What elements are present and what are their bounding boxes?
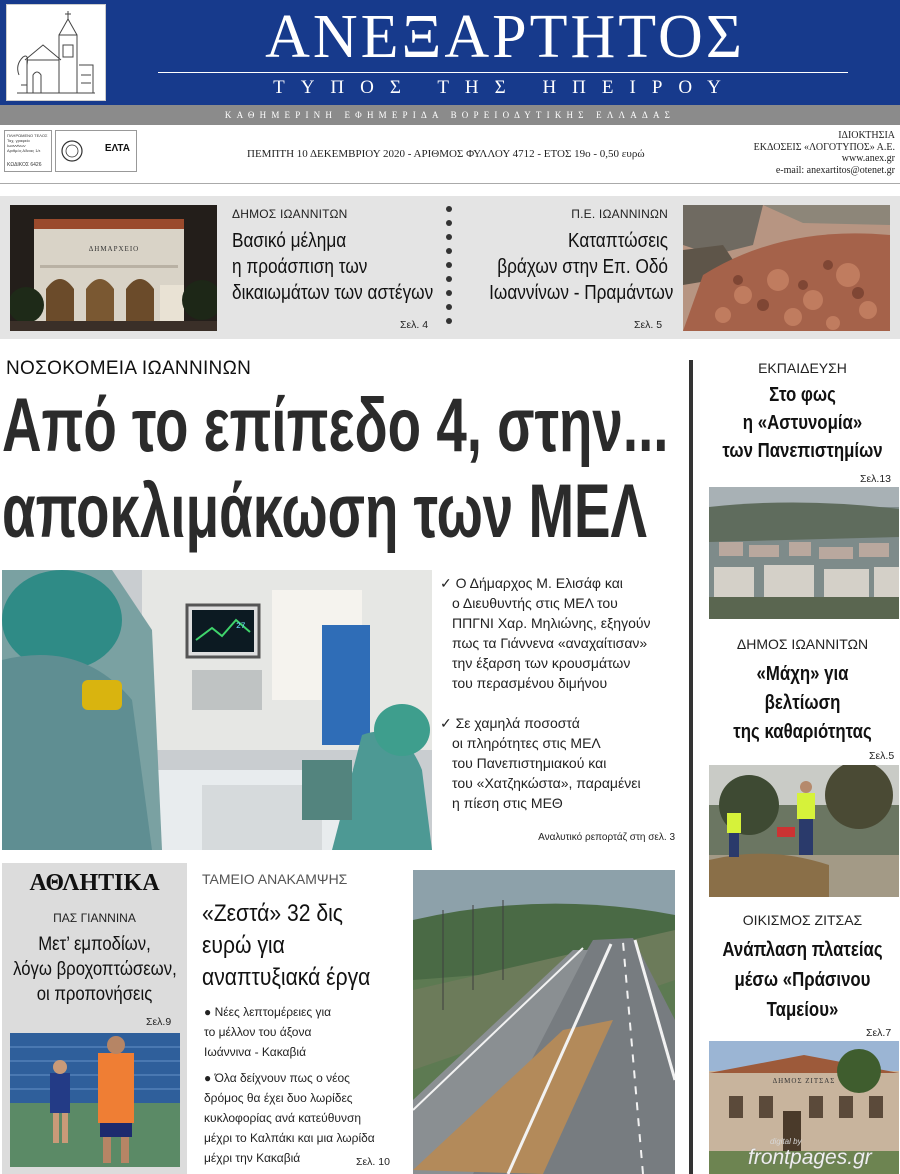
sidebar-1-headline[interactable] bbox=[705, 381, 900, 465]
recovery-bullet-1-line: Ιωάννινα - Κακαβιά bbox=[204, 1045, 306, 1059]
teaser-1-line: η προάσπιση των bbox=[232, 256, 368, 278]
teaser-2-line: Καταπτώσεις bbox=[568, 230, 668, 252]
lead-kicker: ΝΟΣΟΚΟΜΕΙΑ ΙΩΑΝΝΙΝΩΝ bbox=[6, 358, 252, 379]
rockfall-photo bbox=[683, 205, 890, 331]
lead-bullet-2-line: του Πανεπιστημιακού και bbox=[452, 755, 607, 771]
watermark-text: frontpages.gr bbox=[748, 1146, 872, 1169]
cleaning-illustration bbox=[709, 765, 899, 897]
icu-illustration bbox=[2, 570, 432, 850]
sidebar-2-line: «Μάχη» για bbox=[756, 663, 849, 685]
recovery-headline-line: «Ζεστά» 32 δις bbox=[202, 900, 343, 927]
sports-kicker: ΠΑΣ ΓΙΑΝΝΙΝΑ bbox=[53, 911, 136, 925]
sports-page-ref[interactable]: Σελ.9 bbox=[146, 1016, 172, 1028]
lead-bullet-1 bbox=[440, 573, 685, 693]
rockfall-illustration bbox=[683, 205, 890, 331]
teaser-1-page-ref[interactable]: Σελ. 4 bbox=[400, 319, 429, 331]
postage-line: Ιωαννίνων bbox=[7, 143, 26, 148]
recovery-bullet-1-line: ● Νέες λεπτομέρειες για bbox=[204, 1005, 332, 1019]
teaser-1-headline[interactable] bbox=[232, 228, 442, 306]
zitsa-sign: ΔΗΜΟΣ ΖΙΤΣΑΣ bbox=[772, 1077, 836, 1085]
teaser-1-line: Βασικό μέλημα bbox=[232, 230, 347, 252]
sidebar-2-line: βελτίωση bbox=[764, 692, 841, 714]
newspaper-subtitle: ΤΥΠΟΣ ΤΗΣ ΗΠΕΙΡΟΥ bbox=[273, 77, 737, 98]
teaser-1-kicker: ΔΗΜΟΣ ΙΩΑΝΝΙΤΩΝ bbox=[232, 207, 348, 221]
sports-section-title: ΑΘΛΗΤΙΚΑ bbox=[29, 870, 160, 896]
tagline-strip: ΚΑΘΗΜΕΡΙΝΗ ΕΦΗΜΕΡΙΔΑ ΒΟΡΕΙΟΔΥΤΙΚΗΣ ΕΛΛΑΔΑΣ bbox=[0, 105, 900, 125]
recovery-kicker: ΤΑΜΕΙΟ ΑΝΑΚΑΜΨΗΣ bbox=[202, 871, 348, 887]
university-photo bbox=[709, 487, 899, 619]
website-link[interactable]: www.anex.gr bbox=[841, 153, 895, 164]
lead-bullet-2-line: ✓ Σε χαμηλά ποσοστά bbox=[440, 715, 580, 731]
email-link[interactable]: e-mail: anexartitos@otenet.gr bbox=[775, 164, 895, 176]
teaser-2-line: βράχων στην Επ. Οδό bbox=[497, 256, 668, 278]
recovery-bullet-2-line: μέχρι το Καλπάκι και μια λωρίδα bbox=[204, 1131, 375, 1145]
town-hall-sign: ΔΗΜΑΡΧΕΙΟ bbox=[88, 245, 140, 253]
teaser-1-line: δικαιωμάτων των αστέγων bbox=[232, 282, 434, 304]
lead-headline-2[interactable] bbox=[2, 470, 692, 555]
lead-bullet-1-line: ο Διευθυντής στις ΜΕΛ του bbox=[452, 595, 618, 611]
recovery-bullet-1-line: το μέλλον του άξονα bbox=[204, 1025, 312, 1039]
recovery-bullet-2-line: δρόμος θα έχει δυο λωρίδες bbox=[204, 1091, 353, 1105]
football-illustration bbox=[10, 1033, 180, 1167]
town-hall-illustration bbox=[10, 205, 217, 331]
recovery-bullet-1 bbox=[204, 1002, 409, 1062]
sports-headline-line: οι προπονήσεις bbox=[36, 984, 153, 1005]
recovery-bullet-2-line: ● Όλα δείχνουν πως ο νέος bbox=[204, 1071, 350, 1085]
teaser-2-page-ref[interactable]: Σελ. 5 bbox=[634, 319, 663, 331]
teaser-2-headline[interactable] bbox=[460, 228, 674, 306]
cleaning-workers-photo bbox=[709, 765, 899, 897]
lead-bullet-1-line: ΠΠΓΝΙ Χαρ. Μηλιώνης, εξηγούν bbox=[452, 615, 651, 631]
postage-line: Αριθμός Αδειας 1/ε bbox=[7, 148, 41, 153]
newspaper-logo bbox=[6, 4, 106, 101]
recovery-headline-line: ευρώ για bbox=[202, 932, 285, 959]
postage-box bbox=[4, 130, 52, 172]
lead-bullet-2-line: οι πληρότητες στις ΜΕΛ bbox=[452, 735, 601, 751]
elta-brand: ΕΛΤΑ bbox=[104, 143, 130, 154]
sidebar-3-headline[interactable] bbox=[705, 935, 900, 1025]
sidebar-3-line: Ανάπλαση πλατείας bbox=[722, 939, 883, 961]
monitor-reading: 27 bbox=[236, 622, 246, 631]
ownership-label: ΙΔΙΟΚΤΗΣΙΑ bbox=[838, 130, 895, 141]
lead-headline-line-2: αποκλιμάκωση των ΜΕΛ bbox=[2, 469, 648, 554]
sidebar-1-line: Στο φως bbox=[769, 384, 836, 406]
lead-bullet-2-line: η πίεση στις ΜΕΘ bbox=[452, 795, 563, 811]
ownership-info bbox=[680, 130, 895, 176]
town-hall-photo bbox=[10, 205, 217, 331]
sidebar-3-line: μέσω «Πράσινου bbox=[734, 969, 871, 991]
recovery-bullet-2-line: κυκλοφορίας ανά κατεύθυνση bbox=[204, 1111, 362, 1125]
lead-report-ref[interactable]: Αναλυτικό ρεπορτάζ στη σελ. 3 bbox=[538, 832, 675, 843]
lead-bullet-2 bbox=[440, 713, 685, 813]
lead-headline-line-1: Από το επίπεδο 4, στην... bbox=[2, 383, 669, 468]
lead-bullet-1-line: την έξαρση των κρουσμάτων bbox=[452, 655, 631, 671]
football-training-photo bbox=[10, 1033, 180, 1167]
teaser-2-kicker: Π.Ε. ΙΩΑΝΝΙΝΩΝ bbox=[571, 207, 668, 221]
lead-bullet-2-line: του «Χατζηκώστα», παραμένει bbox=[452, 775, 641, 791]
lead-headline[interactable] bbox=[2, 384, 692, 469]
recovery-bullet-2-line: μέχρι την Κακαβιά bbox=[204, 1151, 301, 1165]
issue-date-line: ΠΕΜΠΤΗ 10 ΔΕΚΕΜΒΡΙΟΥ 2020 - ΑΡΙΘΜΟΣ ΦΥΛΛΟΥ 4712 - ΕΤΟΣ 19ο - 0,50 ευρώ bbox=[247, 148, 645, 160]
recovery-bullet-2 bbox=[204, 1068, 409, 1168]
church-sketch-icon bbox=[7, 5, 105, 100]
elta-box bbox=[55, 130, 137, 172]
ownership-company: ΕΚΔΟΣΕΙΣ «ΛΟΓΟΤΥΠΟΣ» Α.Ε. bbox=[753, 141, 895, 153]
lead-bullet-1-line: του περασμένου διμήνου bbox=[452, 675, 608, 691]
postage-line: Ταχ. γραφείο bbox=[7, 138, 30, 143]
newspaper-title: ΑΝΕΞΑΡΤΗΤΟΣ bbox=[265, 3, 745, 71]
postage-code: ΚΩΔΙΚΟΣ 6426 bbox=[7, 162, 42, 168]
sports-headline-line: λόγω βροχοπτώσεων, bbox=[13, 959, 177, 980]
sidebar-1-kicker: ΕΚΠΑΙΔΕΥΣΗ bbox=[758, 360, 847, 376]
recovery-headline[interactable] bbox=[202, 898, 412, 994]
sidebar-2-kicker: ΔΗΜΟΣ ΙΩΑΝΝΙΤΩΝ bbox=[736, 636, 869, 652]
university-illustration bbox=[709, 487, 899, 619]
recovery-headline-line: αναπτυξιακά έργα bbox=[202, 964, 371, 991]
watermark-small: digital by bbox=[770, 1137, 802, 1146]
sidebar-3-page-ref[interactable]: Σελ.7 bbox=[866, 1027, 892, 1039]
recovery-page-ref[interactable]: Σελ. 10 bbox=[356, 1156, 390, 1168]
highway-illustration bbox=[413, 870, 675, 1174]
sidebar-1-line: η «Αστυνομία» bbox=[742, 412, 863, 434]
masthead-divider bbox=[158, 72, 848, 73]
column-divider bbox=[689, 360, 693, 1174]
lead-bullet-1-line: ✓ Ο Δήμαρχος Μ. Ελισάφ και bbox=[440, 575, 623, 591]
elta-seal-icon bbox=[60, 139, 84, 163]
info-divider bbox=[0, 183, 900, 184]
sidebar-2-page-ref[interactable]: Σελ.5 bbox=[869, 750, 895, 762]
icu-photo bbox=[2, 570, 432, 850]
sidebar-3-kicker: ΟΙΚΙΣΜΟΣ ΖΙΤΣΑΣ bbox=[742, 912, 863, 928]
postage-line: ΠΛΗΡΩΜΕΝΟ ΤΕΛΟΣ bbox=[7, 133, 48, 138]
sports-headline-line: Μετ’ εμποδίων, bbox=[38, 934, 151, 955]
highway-photo bbox=[413, 870, 675, 1174]
sidebar-2-headline[interactable] bbox=[705, 660, 900, 747]
sidebar-1-line: των Πανεπιστημίων bbox=[722, 440, 883, 462]
teaser-dot-separator bbox=[444, 205, 454, 333]
sports-headline[interactable] bbox=[2, 932, 187, 1007]
sidebar-1-page-ref[interactable]: Σελ.13 bbox=[860, 473, 892, 485]
sidebar-2-line: της καθαριότητας bbox=[733, 721, 872, 743]
teaser-2-line: Ιωαννίνων - Πραμάντων bbox=[489, 282, 674, 304]
sidebar-3-line: Ταμείου» bbox=[766, 999, 839, 1021]
lead-bullet-1-line: πως τα Γιάννενα «αναχαίτισαν» bbox=[452, 635, 648, 651]
